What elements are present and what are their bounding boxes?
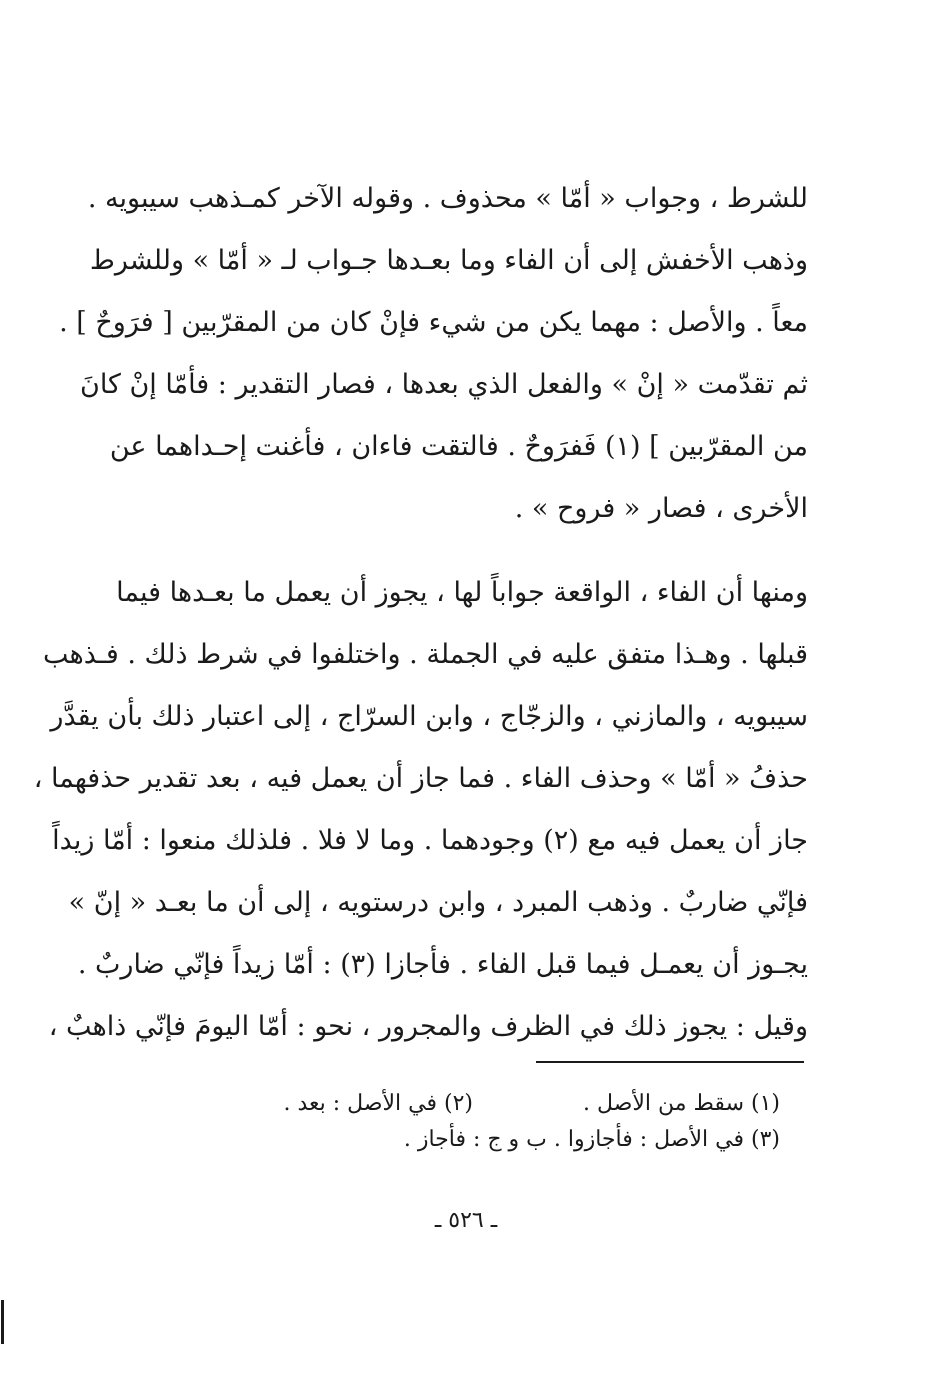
text-line: معاً . والأصل : مهما يكن من شيء فإنْ كان من المقرّبين [ فرَوحٌ ] .: [59, 307, 808, 338]
footnote-1: (١) سقط من الأصل .: [583, 1091, 780, 1116]
paragraph-1: [59, 168, 808, 540]
text-line: ومنها أن الفاء ، الواقعة جواباً لها ، يجوز أن يعمل ما بعـدها فيما: [116, 577, 808, 608]
text-line: وذهب الأخفش إلى أن الفاء وما بعـدها جـواب لـ « أمّا » وللشرط: [89, 245, 808, 276]
text-line: ثم تقدّمت « إنْ » والفعل الذي بعدها ، فصار التقدير : فأمّا إنْ كانَ: [79, 369, 808, 400]
footnote-divider: [536, 1061, 804, 1063]
footnote-3: (٣) في الأصل : فأجازوا . ب و ج : فأجاز .: [403, 1127, 780, 1152]
text-line: وقيل : يجوز ذلك في الظرف والمجرور ، نحو : أمّا اليومَ فإنّي ذاهبٌ ،: [48, 1011, 808, 1042]
page-number: ـ ٥٢٦ ـ: [434, 1208, 498, 1233]
scan-edge-mark: [1, 1300, 4, 1344]
footnote-row: [190, 1122, 780, 1158]
footnote-2: (٢) في الأصل : بعد .: [283, 1091, 473, 1116]
footnotes: [190, 1086, 780, 1158]
text-line: قبلها . وهـذا متفق عليه في الجملة . واختلفوا في شرط ذلك . فـذهب: [43, 639, 808, 670]
text-line: حذفُ « أمّا » وحذف الفاء . فما جاز أن يعمل فيه ، بعد تقدير حذفهما ،: [33, 763, 808, 794]
text-line: يجـوز أن يعمـل فيما قبل الفاء . فأجازا (٣) : أمّا زيداً فإنّي ضاربٌ .: [77, 949, 808, 980]
text-line: للشرط ، وجواب « أمّا » محذوف . وقوله الآخر كمـذهب سيبويه .: [87, 183, 808, 214]
text-line: جاز أن يعمل فيه مع (٢) وجودهما . وما لا فلا . فلذلك منعوا : أمّا زيداً: [52, 825, 808, 856]
footnote-row: [190, 1086, 780, 1122]
text-line: فإنّي ضاربٌ . وذهب المبرد ، وابن درستويه ، إلى أن ما بعـد « إنّ »: [68, 887, 808, 918]
text-line: من المقرّبين ] (١) فَفرَوحٌ . فالتقت فاءان ، فأغنت إحـداهما عن: [109, 431, 808, 462]
text-line: الأخرى ، فصار « فروح » .: [514, 493, 808, 524]
text-line: سيبويه ، والمازني ، والزجّاج ، وابن السرّاج ، إلى اعتبار ذلك بأن يقدَّر: [50, 701, 808, 732]
paragraph-2: [33, 562, 808, 1058]
